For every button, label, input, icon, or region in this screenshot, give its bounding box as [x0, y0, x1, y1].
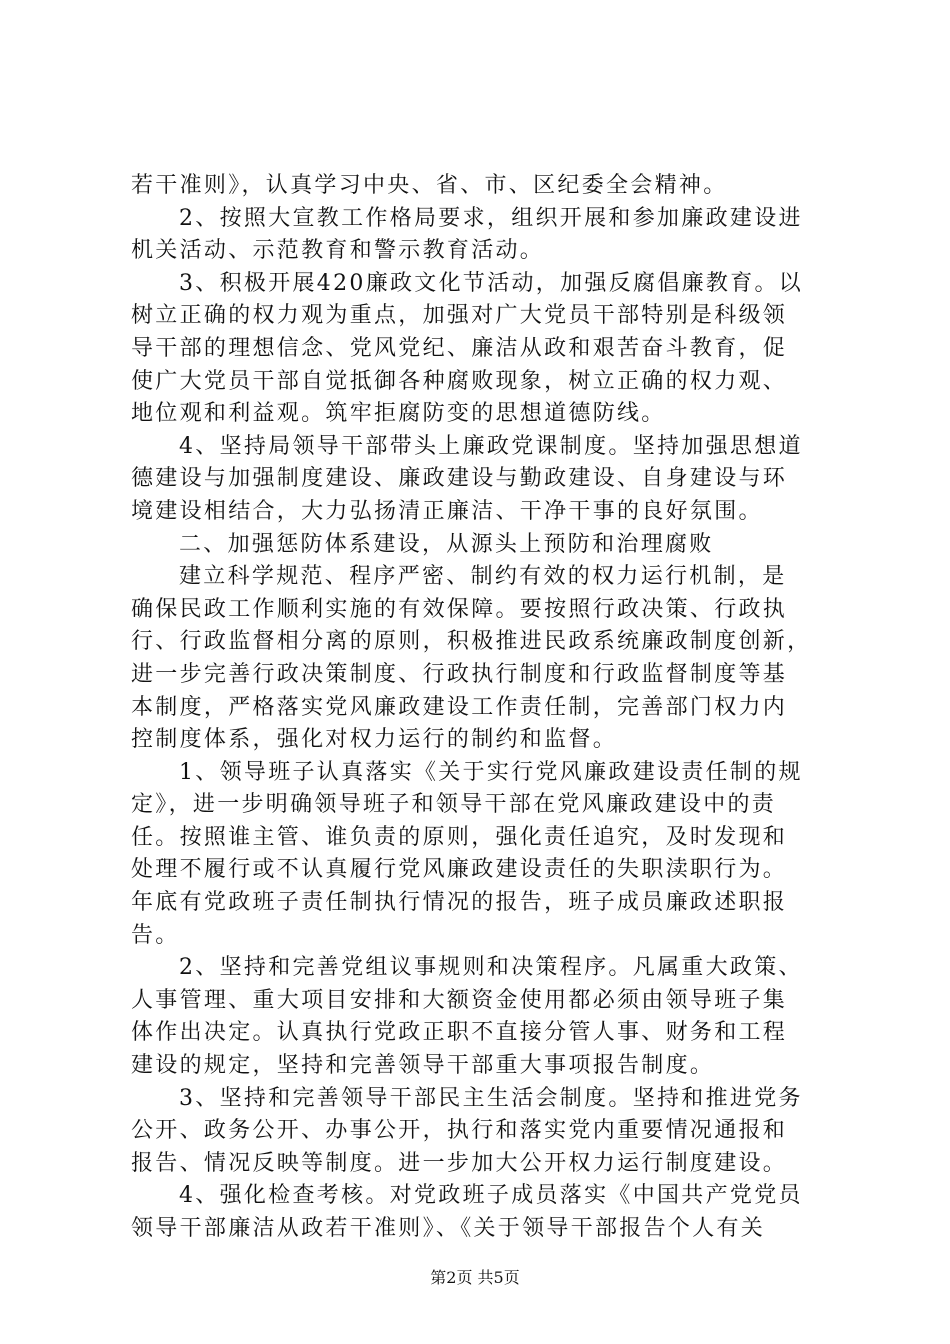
text-line: 建设的规定，坚持和完善领导干部重大事项报告制度。 — [131, 1053, 715, 1079]
text-line: 境建设相结合，大力弘扬清正廉洁、干净干事的良好氛围。 — [131, 498, 763, 524]
text-line: 报告、情况反映等制度。进一步加大公开权力运行制度建设。 — [131, 1150, 788, 1176]
text-line: 地位观和利益观。筑牢拒腐防变的思想道德防线。 — [131, 401, 666, 427]
body-text — [131, 170, 831, 1246]
text-line: 行、行政监督相分离的原则，积极推进民政系统廉政制度创新， — [131, 629, 812, 655]
text-line: 人事管理、重大项目安排和大额资金使用都必须由领导班子集 — [131, 987, 788, 1013]
text-line: 确保民政工作顺利实施的有效保障。要按照行政决策、行政执 — [131, 596, 788, 622]
text-line: 3、坚持和完善领导干部民主生活会制度。坚持和推进党务 — [179, 1085, 803, 1111]
text-line: 定》，进一步明确领导班子和领导干部在党风廉政建设中的责 — [131, 792, 777, 818]
text-line: 德建设与加强制度建设、廉政建设与勤政建设、自身建设与环 — [131, 466, 788, 492]
text-line: 控制度体系，强化对权力运行的制约和监督。 — [131, 727, 618, 753]
text-line: 3、积极开展420廉政文化节活动，加强反腐倡廉教育。以 — [179, 270, 804, 296]
text-line: 年底有党政班子责任制执行情况的报告，班子成员廉政述职报 — [131, 890, 788, 916]
text-line: 使广大党员干部自觉抵御各种腐败现象，树立正确的权力观、 — [131, 368, 788, 394]
text-line: 机关活动、示范教育和警示教育活动。 — [131, 238, 545, 264]
text-line: 公开、政务公开、办事公开，执行和落实党内重要情况通报和 — [131, 1118, 788, 1144]
text-line: 告。 — [131, 922, 180, 948]
text-line: 树立正确的权力观为重点，加强对广大党员干部特别是科级领 — [131, 303, 788, 329]
text-line: 任。按照谁主管、谁负责的原则，强化责任追究，及时发现和 — [131, 824, 788, 850]
text-line: 建立科学规范、程序严密、制约有效的权力运行机制，是 — [179, 564, 787, 590]
text-line: 本制度，严格落实党风廉政建设工作责任制，完善部门权力内 — [131, 694, 788, 720]
text-line: 2、按照大宣教工作格局要求，组织开展和参加廉政建设进 — [179, 205, 803, 231]
text-line: 体作出决定。认真执行党政正职不直接分管人事、财务和工程 — [131, 1020, 788, 1046]
text-line: 4、强化检查考核。对党政班子成员落实《中国共产党党员 — [179, 1183, 803, 1209]
text-line: 导干部的理想信念、党风党纪、廉洁从政和艰苦奋斗教育，促 — [131, 335, 788, 361]
text-line: 领导干部廉洁从政若干准则》、《关于领导干部报告个人有关 — [131, 1216, 766, 1241]
text-line: 2、坚持和完善党组议事规则和决策程序。凡属重大政策、 — [179, 955, 803, 981]
page-number-footer: 第2页 共5页 — [430, 1268, 520, 1287]
text-line: 4、坚持局领导干部带头上廉政党课制度。坚持加强思想道 — [179, 433, 803, 459]
text-line: 若干准则》，认真学习中央、省、市、区纪委全会精神。 — [131, 173, 728, 198]
section-heading: 二、加强惩防体系建设，从源头上预防和治理腐败 — [179, 531, 714, 557]
text-line: 1、领导班子认真落实《关于实行党风廉政建设责任制的规 — [179, 759, 803, 785]
text-line: 进一步完善行政决策制度、行政执行制度和行政监督制度等基 — [131, 661, 788, 687]
text-line: 处理不履行或不认真履行党风廉政建设责任的失职渎职行为。 — [131, 857, 788, 883]
